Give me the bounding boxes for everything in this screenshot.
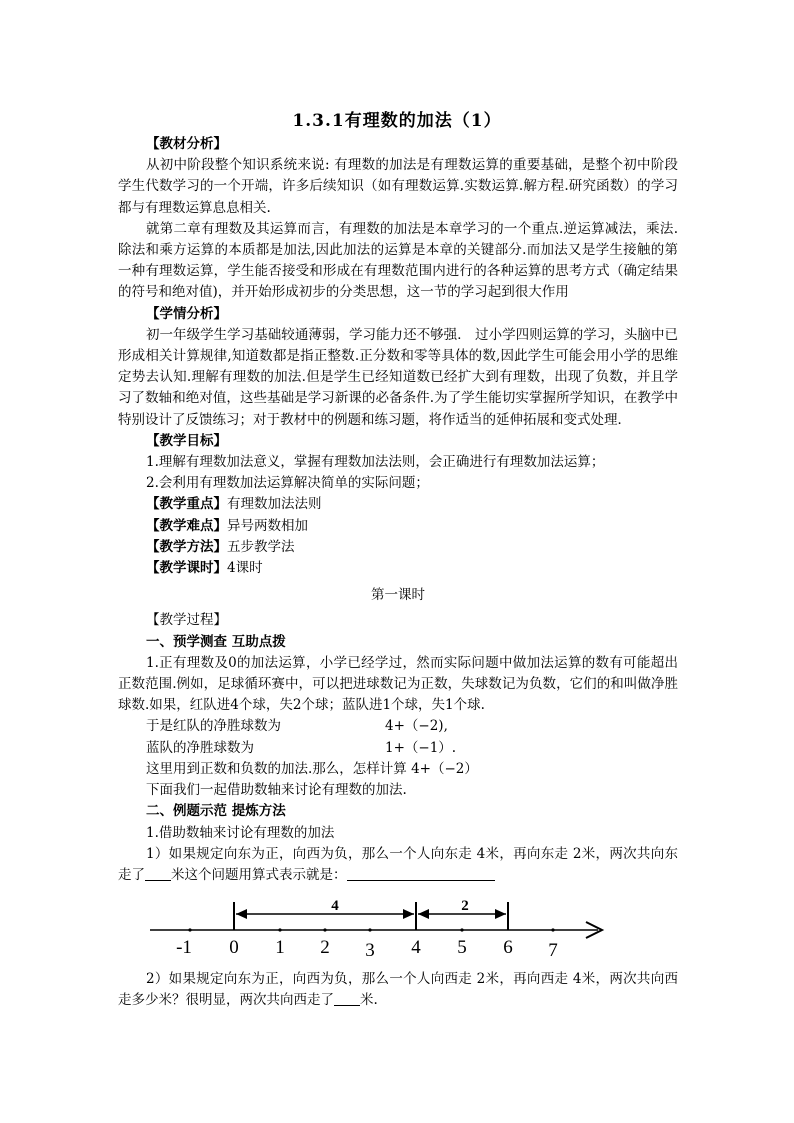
- lesson-heading: 第一课时: [371, 587, 425, 604]
- tick-label: -1: [176, 937, 192, 958]
- tick-label: 3: [365, 940, 375, 961]
- answer-blank[interactable]: [145, 866, 171, 881]
- tick-dot: [460, 928, 463, 931]
- page-title: 1.3.1有理数的加法（1）: [292, 111, 502, 131]
- difficulty-label: 【教学难点】: [146, 517, 227, 534]
- section-heading-textbook-analysis: 【教材分析】: [146, 136, 227, 152]
- question-1-text-2: 米这个问题用算式表示就是：: [171, 866, 347, 883]
- arrow-1-left-head: [236, 909, 247, 919]
- question-1: [118, 844, 678, 886]
- tick-label: 7: [548, 940, 558, 961]
- hours-label: 【教学课时】: [146, 560, 227, 577]
- paragraph: 这里用到正数和负数的加法.那么，怎样计算 4+（−2）: [146, 760, 478, 777]
- tick-dot: [188, 928, 191, 931]
- question-1-text: 1）如果规定向东为正，向西为负，那么一个人向东走 4米，再向东走 2米，两次共向东走了: [118, 845, 678, 883]
- method-label: 【教学方法】: [146, 538, 227, 555]
- tick-label: 0: [229, 937, 239, 958]
- tick-dot: [278, 928, 281, 931]
- number-line-diagram: [146, 893, 606, 961]
- paragraph: 初一年级学生学习基础较通薄弱，学习能力还不够强． 过小学四则运算的学习，头脑中已形成相关计算规律,知道数都是指正整数.正分数和零等具体的数,因此学生可能会用小学的思维定势去认知.理解有理数的加法.但是学生已经知道数已经扩大到有理数，出现了负数，并且学习了数轴和绝对值，这些基础是学习新课的必备条件.为了学生能切实掌握所学知识，在教学中特别设计了反馈练习；对于教材中的例题和练习题，将作适当的延伸拓展和变式处理．: [118, 326, 678, 428]
- arrow-2-right-head: [495, 909, 506, 919]
- key-point-value: 有理数加法法则: [227, 496, 322, 513]
- goal-item: 2.会利用有理数加法运算解决简单的实际问题；: [146, 475, 429, 492]
- red-team-expression: 4+（−2),: [385, 718, 448, 735]
- blue-team-line: [118, 738, 678, 759]
- section-heading-student-analysis: 【学情分析】: [146, 305, 227, 322]
- section-heading-goals: 【教学目标】: [146, 432, 227, 449]
- red-team-label: 于是红队的净胜球数为: [146, 718, 281, 735]
- question-2: [118, 969, 678, 1011]
- paragraph: 从初中阶段整个知识系统来说: 有理数的加法是有理数运算的重要基础，是整个初中阶段学生代数学习的一个开端，许多后续知识（如有理数运算.实数运算.解方程.研究函数）的学习都与有理数运算息息相关.: [118, 157, 678, 216]
- expression-blank[interactable]: [347, 866, 495, 881]
- blue-team-expression: 1+（−1）.: [385, 739, 457, 756]
- document-body: [118, 134, 678, 886]
- hours-value: 4课时: [227, 560, 263, 577]
- red-team-line: [118, 716, 678, 737]
- tick-label: 2: [320, 937, 330, 958]
- tick-dot: [368, 928, 371, 931]
- tick-label: 6: [503, 937, 513, 958]
- tick-dot: [323, 928, 326, 931]
- answer-blank[interactable]: [334, 991, 360, 1006]
- hours-line: [118, 558, 678, 579]
- arrow-1-label: 4: [331, 898, 339, 914]
- tick-label: 1: [275, 937, 285, 958]
- tick-dot: [551, 928, 554, 931]
- question-2-text-2: 米.: [360, 992, 378, 1009]
- difficulty-value: 异号两数相加: [227, 517, 308, 534]
- method-line: [118, 537, 678, 558]
- part2-heading: 二、例题示范 提炼方法: [146, 803, 286, 820]
- key-point-label: 【教学重点】: [146, 496, 227, 513]
- key-point-line: [118, 494, 678, 515]
- tick-label: 4: [411, 937, 421, 958]
- arrow-1-right-head: [403, 909, 414, 919]
- question-2-text: 2）如果规定向东为正，向西为负，那么一个人向西走 2米，再向西走 4米，两次共向西走多少米？很明显，两次共向西走了: [118, 971, 678, 1009]
- difficulty-line: [118, 516, 678, 537]
- subheading: 1.借助数轴来讨论有理数的加法: [146, 824, 335, 841]
- document-body-continued: [118, 969, 678, 1011]
- blue-team-label: 蓝队的净胜球数为: [146, 739, 254, 756]
- tick-label: 5: [457, 937, 467, 958]
- part1-heading: 一、预学测查 互助点拨: [146, 633, 286, 650]
- paragraph: 1.正有理数及0的加法运算，小学已经学过，然而实际问题中做加法运算的数有可能超出正数范围.例如，足球循环赛中，可以把进球数记为正数，失球数记为负数，它们的和叫做净胜球数.如果，红队进4个球，失2个球；蓝队进1个球，失1个球.: [118, 654, 678, 714]
- process-heading: 【教学过程】: [146, 612, 227, 629]
- method-value: 五步教学法: [227, 538, 295, 555]
- arrow-2-label: 2: [461, 898, 469, 914]
- goal-item: 1.理解有理数加法意义，掌握有理数加法法则，会正确进行有理数加法运算；: [146, 454, 605, 471]
- arrow-2-left-head: [418, 909, 429, 919]
- paragraph: 就第二章有理数及其运算而言，有理数的加法是本章学习的一个重点.逆运算减法，乘法.除法和乘方运算的本质都是加法,因此加法的运算是本章的关键部分.而加法又是学生接触的第一种有理数运算，学生能否接受和形成在有理数范围内进行的各种运算的思考方式（确定结果的符号和绝对值)，并开始形成初步的分类思想，这一节的学习起到很大作用: [118, 220, 678, 301]
- paragraph: 下面我们一起借助数轴来讨论有理数的加法.: [146, 782, 407, 799]
